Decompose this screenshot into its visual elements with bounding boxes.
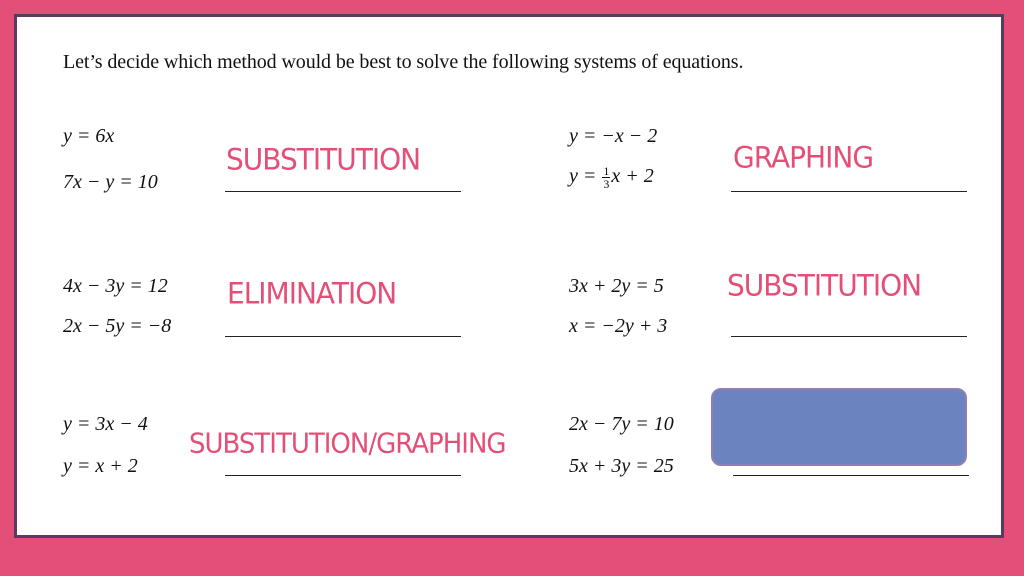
problem-1-answer-line <box>225 191 461 192</box>
problem-5-equation-1: y = 3x − 4 <box>63 413 148 435</box>
fraction-one-third: $\frac{1}{3}$ <box>603 164 610 191</box>
answer-cover-box[interactable] <box>711 388 967 466</box>
worksheet-page <box>14 14 1004 538</box>
problem-2-equation-2: y = $\frac{1}{3}$ x + 2 <box>569 164 654 191</box>
problem-6-equation-2: 5x + 3y = 25 <box>569 455 674 477</box>
problem-3-answer: ELIMINATION <box>227 276 397 311</box>
problem-4-answer: SUBSTITUTION <box>727 268 922 303</box>
problem-1-equation-2: 7x − y = 10 <box>63 171 158 193</box>
problem-2-equation-1: y = −x − 2 <box>569 125 658 147</box>
problem-1-equation-1: y = 6x <box>63 125 115 147</box>
problem-4-equation-1: 3x + 2y = 5 <box>569 275 664 297</box>
problem-3-answer-line <box>225 336 461 337</box>
problem-2-answer-line <box>731 191 967 192</box>
problem-5-answer: SUBSTITUTION/GRAPHING <box>189 428 506 460</box>
problem-4-answer-line <box>731 336 967 337</box>
problem-4-equation-2: x = −2y + 3 <box>569 315 668 337</box>
problem-3-equation-1: 4x − 3y = 12 <box>63 275 168 297</box>
problem-2-answer: GRAPHING <box>733 140 874 175</box>
problem-6-equation-1: 2x − 7y = 10 <box>569 413 674 435</box>
problem-1-answer: SUBSTITUTION <box>226 142 421 177</box>
problem-6-answer-line <box>733 475 969 476</box>
problem-5-answer-line <box>225 475 461 476</box>
problem-3-equation-2: 2x − 5y = −8 <box>63 315 172 337</box>
instructions-text: Let’s decide which method would be best to solve the following systems of equations. <box>63 51 744 73</box>
problem-5-equation-2: y = x + 2 <box>63 455 138 477</box>
